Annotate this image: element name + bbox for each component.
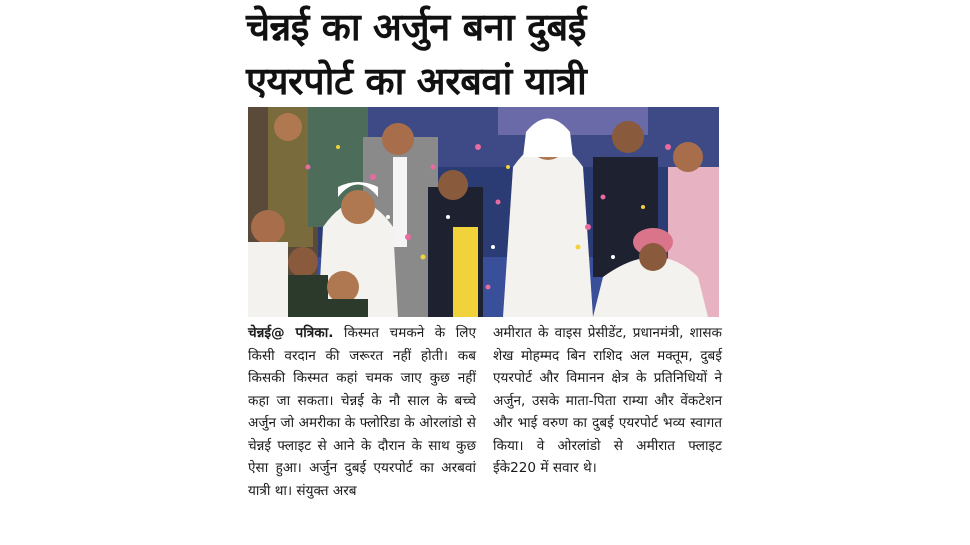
news-photo-icon bbox=[248, 107, 719, 317]
headline bbox=[246, 0, 726, 108]
article-column-right bbox=[493, 322, 722, 480]
dateline: चेन्नई@ पत्रिका. bbox=[248, 325, 334, 341]
column-right-text: अमीरात के वाइस प्रेसीडेंट, प्रधानमंत्री, शासक शेख मोहम्मद बिन राशिद अल मक्तूम, दुबई एयरपोर्ट और विमानन क्षेत्र के प्रतिनिधियों ने अर्जुन, उसके माता-पिता राम्या और वेंकटेशन और भाई वरुण का दुबई एयरपोर्ट भव्य स्वागत किया। वे ओरलांडो से अमीरात फ्लाइट ईके220 में सवार थे। bbox=[493, 325, 722, 476]
article-column-left bbox=[248, 322, 476, 502]
news-photo bbox=[248, 107, 719, 317]
headline-line-1: चेन्नई का अर्जुन बना दुबई bbox=[246, 5, 586, 49]
column-left-text: किस्मत चमकने के लिए किसी वरदान की जरूरत नहीं होती। कब किसकी किस्मत कहां चमक जाए कुछ नहीं कहा जा सकता। चेन्नई के नौ साल के बच्चे अर्जुन जो अमरीका के फ्लोरिडा के ओरलांडो से चेन्नई फ्लाइट से आने के दौरान के साथ कुछ ऐसा हुआ। अर्जुन दुबई एयरपोर्ट का अरबवां यात्री था। संयुक्त अरब bbox=[248, 325, 476, 499]
headline-line-2: एयरपोर्ट का अरबवां यात्री bbox=[246, 59, 587, 103]
